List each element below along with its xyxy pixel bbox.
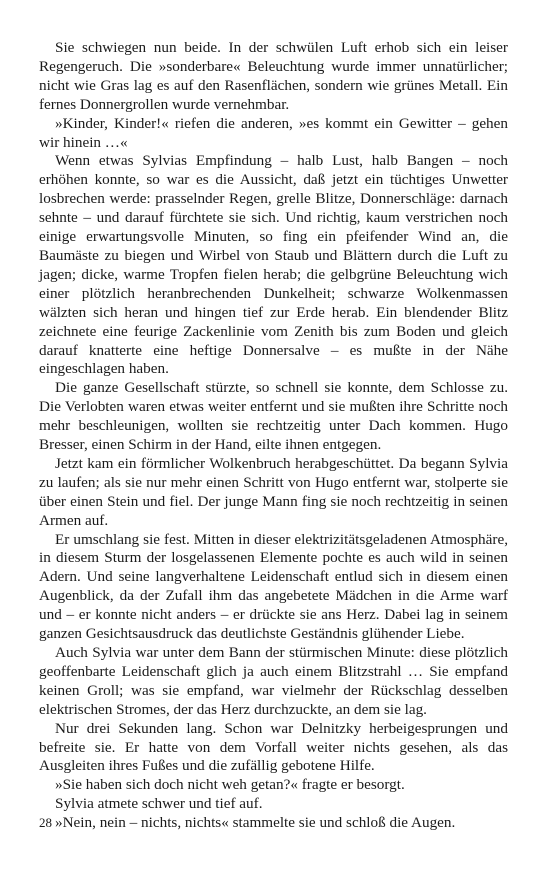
paragraph: »Kinder, Kinder!« riefen die anderen, »es kommt ein Gewitter – gehen wir hinein …«	[39, 114, 508, 151]
paragraph: Nur drei Sekunden lang. Schon war Delnitzky herbeigesprungen und befreite sie. Er hatte von dem Vorfall weiter nichts gesehen, als das Ausgleiten ihres Fußes und die zufällig gebotene Hilfe.	[39, 719, 508, 775]
paragraph: »Nein, nein – nichts, nichts« stammelte sie und schloß die Augen.	[55, 814, 456, 832]
paragraph: Er umschlang sie fest. Mitten in dieser elektrizitätsgeladenen Atmosphäre, in diesem Sturm der losgelassenen Elemente pochte es auch wild in seinen Adern. Und seine langverhaltene Leidenschaft entlud sich in diesem einen Augenblick, da der Zufall ihm das angebetete Mädchen in die Arme warf und – er konnte nicht anders – er drückte sie ans Herz. Dabei lag in seinem ganzen Gesichtsausdruck das deutlichste Geständnis glühender Liebe.	[39, 530, 508, 643]
paragraph: »Sie haben sich doch nicht weh getan?« fragte er besorgt.	[55, 776, 405, 794]
paragraph: Sylvia atmete schwer und tief auf.	[55, 795, 263, 813]
paragraph: Die ganze Gesellschaft stürzte, so schnell sie konnte, dem Schlosse zu. Die Verlobten waren etwas weiter entfernt und sie mußten ihre Schritte noch mehr beschleunigen, wollten sie rechtzeitig unter Dach kommen. Hugo Bresser, einen Schirm in der Hand, eilte ihnen entgegen.	[39, 379, 508, 454]
paragraph: Jetzt kam ein förmlicher Wolkenbruch herabgeschüttet. Da begann Sylvia zu laufen; als sie nur mehr einen Schritt von Hugo entfernt war, stolperte sie über einen Stein und fiel. Der junge Mann fing sie noch rechtzeitig in seinen Armen auf.	[39, 454, 508, 529]
paragraph: Auch Sylvia war unter dem Bann der stürmischen Minute: diese plötzlich geoffenbarte Leidenschaft glich ja auch einem Blitzstrahl … Sie empfand keinen Groll; was sie empfand, war vielmehr der Rückschlag desselben elektrischen Stromes, der das Herz durchzuckte, an dem sie lag.	[39, 644, 508, 718]
page-number: 28	[39, 815, 52, 830]
paragraph: Sie schwiegen nun beide. In der schwülen Luft erhob sich ein leiser Regengeruch. Die »sonderbare« Beleuchtung wurde immer unnatürlicher; nicht wie Gras lag es auf den Rasenflächen, sondern wie grünes Metall. Ein fernes Donnergrollen wurde vernehmbar.	[39, 39, 508, 113]
paragraph: Wenn etwas Sylvias Empfindung – halb Lust, halb Bangen – noch erhöhen konnte, so war es die Aussicht, daß jetzt ein tüchtiges Unwetter losbrechen werde: prasselnder Regen, grelle Blitze, Donnerschläge: darnach sehnte – und darauf fürchtete sie sich. Und richtig, kaum verstrichen noch einige erwartungsvolle Minuten, so fing ein pfeifender Wind an, die Baumäste zu biegen und Wirbel von Staub und Blättern durch die Luft zu jagen; dicke, warme Tropfen fielen herab; die gelbgrüne Beleuchtung wich einer plötzlich heranbrechenden Dunkelheit; schwarze Wolkenmassen wälzten sich heran und hingen tief zur Erde herab. Ein blendender Blitz zeichnete eine feurige Zackenlinie vom Zenith bis zum Boden und gleich darauf knatterte eine heftige Donnersalve – es mußte in der Nähe eingeschlagen haben.	[39, 152, 508, 378]
body-text	[39, 39, 508, 833]
